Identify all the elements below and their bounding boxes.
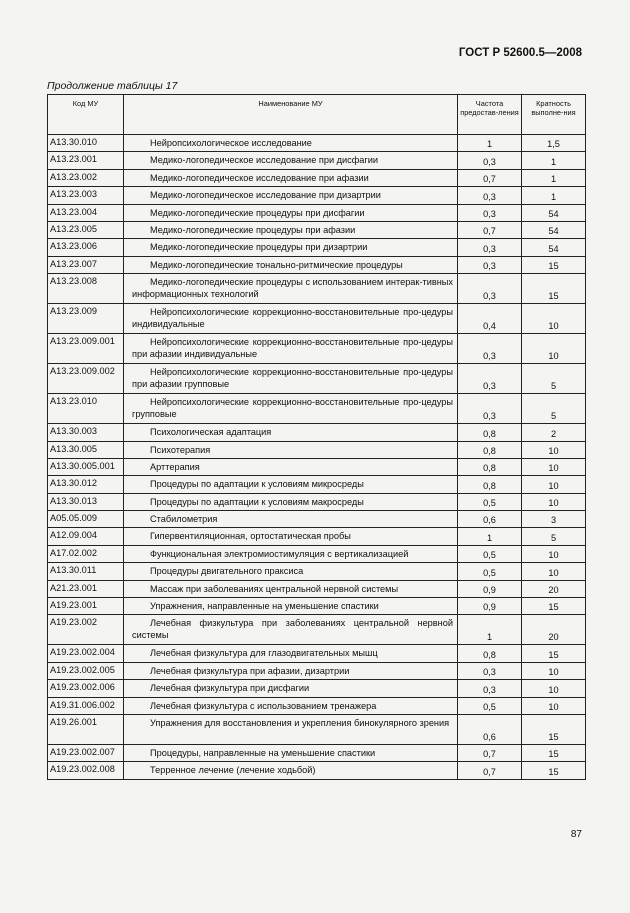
cell-code: A13.23.009 bbox=[48, 304, 124, 334]
cell-multiplicity: 5 bbox=[522, 364, 586, 394]
cell-code: A13.23.005 bbox=[48, 221, 124, 238]
table-continuation-caption: Продолжение таблицы 17 bbox=[47, 80, 178, 92]
service-name-text: Массаж при заболеваниях центральной нервной системы bbox=[150, 583, 399, 594]
cell-frequency: 0,7 bbox=[458, 221, 522, 238]
cell-code: A17.02.002 bbox=[48, 545, 124, 562]
cell-code: A05.05.009 bbox=[48, 511, 124, 528]
table-row bbox=[48, 545, 586, 562]
cell-multiplicity: 1,5 bbox=[522, 135, 586, 152]
cell-multiplicity: 15 bbox=[522, 256, 586, 273]
cell-multiplicity: 10 bbox=[522, 458, 586, 475]
column-header-multiplicity: Кратность выполне-ния bbox=[522, 95, 586, 135]
cell-multiplicity: 10 bbox=[522, 493, 586, 510]
cell-multiplicity: 54 bbox=[522, 204, 586, 221]
service-name-text: Упражнения, направленные на уменьшение спастики bbox=[150, 601, 379, 612]
cell-frequency: 0,5 bbox=[458, 493, 522, 510]
service-name-text: Процедуры двигательного праксиса bbox=[150, 566, 304, 577]
table-row bbox=[48, 458, 586, 475]
cell-name bbox=[124, 256, 458, 273]
cell-code: A13.30.010 bbox=[48, 135, 124, 152]
cell-code: A13.23.007 bbox=[48, 256, 124, 273]
cell-frequency: 0,3 bbox=[458, 274, 522, 304]
table-row bbox=[48, 441, 586, 458]
cell-frequency: 0,8 bbox=[458, 476, 522, 493]
cell-name bbox=[124, 135, 458, 152]
cell-name bbox=[124, 598, 458, 615]
cell-multiplicity: 10 bbox=[522, 545, 586, 562]
cell-code: A13.23.006 bbox=[48, 239, 124, 256]
table-row bbox=[48, 714, 586, 744]
cell-code: A13.30.012 bbox=[48, 476, 124, 493]
table-row bbox=[48, 680, 586, 697]
cell-name bbox=[124, 528, 458, 545]
service-name-text: Психотерапия bbox=[150, 444, 211, 455]
column-header-code: Код МУ bbox=[48, 95, 124, 135]
cell-frequency: 0,6 bbox=[458, 714, 522, 744]
cell-code: A12.09.004 bbox=[48, 528, 124, 545]
cell-frequency: 0,7 bbox=[458, 744, 522, 761]
table-row bbox=[48, 394, 586, 424]
table-row bbox=[48, 744, 586, 761]
cell-code: A13.23.004 bbox=[48, 204, 124, 221]
cell-code: A13.23.003 bbox=[48, 187, 124, 204]
table-row bbox=[48, 304, 586, 334]
cell-code: A19.26.001 bbox=[48, 714, 124, 744]
service-name-text: Лечебная физкультура для глазодвигательных мышц bbox=[150, 648, 378, 659]
cell-frequency: 0,7 bbox=[458, 762, 522, 779]
cell-multiplicity: 10 bbox=[522, 680, 586, 697]
cell-frequency: 0,3 bbox=[458, 662, 522, 679]
cell-multiplicity: 10 bbox=[522, 563, 586, 580]
table-row bbox=[48, 511, 586, 528]
cell-name bbox=[124, 187, 458, 204]
service-name-text: Медико-логопедические процедуры с использованием интерак-тивных информационных технологий bbox=[132, 277, 453, 300]
cell-multiplicity: 10 bbox=[522, 476, 586, 493]
service-name-text: Процедуры, направленные на уменьшение спастики bbox=[150, 747, 376, 758]
cell-name bbox=[124, 662, 458, 679]
cell-code: A19.31.006.002 bbox=[48, 697, 124, 714]
cell-name bbox=[124, 563, 458, 580]
cell-name bbox=[124, 458, 458, 475]
cell-code: A19.23.002.007 bbox=[48, 744, 124, 761]
service-name-text: Медико-логопедические процедуры при дисфагии bbox=[150, 207, 365, 218]
cell-name bbox=[124, 334, 458, 364]
cell-multiplicity: 10 bbox=[522, 697, 586, 714]
table-row bbox=[48, 615, 586, 645]
cell-multiplicity: 10 bbox=[522, 441, 586, 458]
cell-name bbox=[124, 615, 458, 645]
cell-name bbox=[124, 152, 458, 169]
cell-code: A19.23.001 bbox=[48, 598, 124, 615]
cell-multiplicity: 15 bbox=[522, 598, 586, 615]
cell-frequency: 0,9 bbox=[458, 580, 522, 597]
cell-multiplicity: 15 bbox=[522, 744, 586, 761]
table-row bbox=[48, 580, 586, 597]
table-row bbox=[48, 563, 586, 580]
cell-frequency: 1 bbox=[458, 615, 522, 645]
cell-name bbox=[124, 645, 458, 662]
table-row bbox=[48, 662, 586, 679]
service-name-text: Процедуры по адаптации к условиям микросреды bbox=[150, 479, 364, 490]
cell-frequency: 0,3 bbox=[458, 204, 522, 221]
cell-name bbox=[124, 274, 458, 304]
document-code: ГОСТ Р 52600.5—2008 bbox=[458, 47, 582, 59]
cell-frequency: 0,3 bbox=[458, 152, 522, 169]
cell-multiplicity: 10 bbox=[522, 334, 586, 364]
cell-multiplicity: 1 bbox=[522, 169, 586, 186]
cell-name bbox=[124, 744, 458, 761]
service-name-text: Нейропсихологические коррекционно-восстановительные про-цедуры групповые bbox=[132, 397, 453, 420]
cell-name bbox=[124, 239, 458, 256]
service-name-text: Медико-логопедические тонально-ритмические процедуры bbox=[150, 259, 403, 270]
cell-multiplicity: 20 bbox=[522, 615, 586, 645]
service-name-text: Медико-логопедическое исследование при дисфагии bbox=[150, 155, 378, 166]
cell-code: A19.23.002 bbox=[48, 615, 124, 645]
table-row bbox=[48, 135, 586, 152]
cell-multiplicity: 1 bbox=[522, 187, 586, 204]
cell-code: A13.23.009.002 bbox=[48, 364, 124, 394]
service-name-text: Медико-логопедические процедуры при дизартрии bbox=[150, 242, 368, 253]
cell-name bbox=[124, 364, 458, 394]
cell-multiplicity: 15 bbox=[522, 762, 586, 779]
service-name-text: Нейропсихологические коррекционно-восстановительные про-цедуры при афазии индивидуальные bbox=[132, 337, 453, 360]
cell-code: A13.30.005 bbox=[48, 441, 124, 458]
cell-code: A13.23.002 bbox=[48, 169, 124, 186]
cell-code: A13.30.013 bbox=[48, 493, 124, 510]
cell-code: A13.30.005.001 bbox=[48, 458, 124, 475]
cell-frequency: 0,4 bbox=[458, 304, 522, 334]
cell-multiplicity: 15 bbox=[522, 645, 586, 662]
cell-frequency: 0,3 bbox=[458, 364, 522, 394]
cell-code: A19.23.002.005 bbox=[48, 662, 124, 679]
column-header-frequency: Частота предостав-ления bbox=[458, 95, 522, 135]
service-name-text: Медико-логопедические процедуры при афазии bbox=[150, 224, 356, 235]
cell-frequency: 0,5 bbox=[458, 545, 522, 562]
table-row bbox=[48, 334, 586, 364]
cell-name bbox=[124, 680, 458, 697]
cell-name bbox=[124, 169, 458, 186]
cell-frequency: 1 bbox=[458, 135, 522, 152]
cell-frequency: 1 bbox=[458, 528, 522, 545]
cell-name bbox=[124, 221, 458, 238]
table-row bbox=[48, 169, 586, 186]
table-row bbox=[48, 204, 586, 221]
column-header-name: Наименование МУ bbox=[124, 95, 458, 135]
table-row bbox=[48, 274, 586, 304]
service-name-text: Арттерапия bbox=[150, 461, 200, 472]
cell-code: A13.30.011 bbox=[48, 563, 124, 580]
service-name-text: Лечебная физкультура с использованием тренажера bbox=[150, 700, 377, 711]
cell-frequency: 0,3 bbox=[458, 334, 522, 364]
service-name-text: Гипервентиляционная, ортостатическая пробы bbox=[150, 531, 351, 542]
table-row bbox=[48, 762, 586, 779]
service-name-text: Стабилометрия bbox=[150, 514, 218, 525]
cell-frequency: 0,3 bbox=[458, 394, 522, 424]
cell-frequency: 0,7 bbox=[458, 169, 522, 186]
service-name-text: Лечебная физкультура при дисфагии bbox=[150, 683, 310, 694]
table-row bbox=[48, 187, 586, 204]
cell-name bbox=[124, 493, 458, 510]
cell-code: A19.23.002.008 bbox=[48, 762, 124, 779]
cell-multiplicity: 15 bbox=[522, 274, 586, 304]
service-name-text: Медико-логопедическое исследование при дизартрии bbox=[150, 190, 381, 201]
services-table bbox=[47, 94, 586, 780]
cell-name bbox=[124, 441, 458, 458]
cell-name bbox=[124, 762, 458, 779]
cell-frequency: 0,8 bbox=[458, 424, 522, 441]
table-row bbox=[48, 256, 586, 273]
cell-multiplicity: 3 bbox=[522, 511, 586, 528]
cell-name bbox=[124, 304, 458, 334]
service-name-text: Психологическая адаптация bbox=[150, 427, 272, 438]
cell-multiplicity: 5 bbox=[522, 394, 586, 424]
table-row bbox=[48, 598, 586, 615]
cell-frequency: 0,5 bbox=[458, 563, 522, 580]
cell-code: A13.23.009.001 bbox=[48, 334, 124, 364]
cell-name bbox=[124, 204, 458, 221]
table-row bbox=[48, 493, 586, 510]
cell-frequency: 0,3 bbox=[458, 256, 522, 273]
cell-name bbox=[124, 476, 458, 493]
cell-frequency: 0,9 bbox=[458, 598, 522, 615]
cell-multiplicity: 10 bbox=[522, 662, 586, 679]
cell-multiplicity: 2 bbox=[522, 424, 586, 441]
cell-frequency: 0,8 bbox=[458, 458, 522, 475]
cell-frequency: 0,3 bbox=[458, 187, 522, 204]
cell-code: A13.23.008 bbox=[48, 274, 124, 304]
table-row bbox=[48, 528, 586, 545]
cell-multiplicity: 5 bbox=[522, 528, 586, 545]
cell-frequency: 0,8 bbox=[458, 441, 522, 458]
cell-name bbox=[124, 424, 458, 441]
service-name-text: Функциональная электромиостимуляция с вертикализацией bbox=[150, 548, 409, 559]
cell-multiplicity: 10 bbox=[522, 304, 586, 334]
service-name-text: Упражнения для восстановления и укрепления бинокулярного зрения bbox=[150, 717, 450, 728]
cell-name bbox=[124, 697, 458, 714]
table-row bbox=[48, 645, 586, 662]
service-name-text: Терренное лечение (лечение ходьбой) bbox=[150, 765, 316, 776]
service-name-text: Нейропсихологические коррекционно-восстановительные про-цедуры индивидуальные bbox=[132, 307, 453, 330]
service-name-text: Лечебная физкультура при заболеваниях центральной нервной системы bbox=[132, 618, 453, 641]
cell-name bbox=[124, 511, 458, 528]
cell-name bbox=[124, 580, 458, 597]
service-name-text: Медико-логопедическое исследование при афазии bbox=[150, 172, 369, 183]
table-row bbox=[48, 221, 586, 238]
cell-frequency: 0,6 bbox=[458, 511, 522, 528]
cell-frequency: 0,5 bbox=[458, 697, 522, 714]
cell-frequency: 0,3 bbox=[458, 239, 522, 256]
table-row bbox=[48, 476, 586, 493]
cell-multiplicity: 1 bbox=[522, 152, 586, 169]
cell-multiplicity: 54 bbox=[522, 221, 586, 238]
table-row bbox=[48, 239, 586, 256]
table-row bbox=[48, 424, 586, 441]
cell-code: A19.23.002.004 bbox=[48, 645, 124, 662]
table-row bbox=[48, 152, 586, 169]
table-row bbox=[48, 364, 586, 394]
cell-frequency: 0,3 bbox=[458, 680, 522, 697]
service-name-text: Нейропсихологическое исследование bbox=[150, 138, 312, 148]
table-row bbox=[48, 697, 586, 714]
cell-name bbox=[124, 714, 458, 744]
page-number: 87 bbox=[570, 829, 582, 840]
service-name-text: Лечебная физкультура при афазии, дизартрии bbox=[150, 665, 350, 676]
cell-multiplicity: 15 bbox=[522, 714, 586, 744]
cell-name bbox=[124, 545, 458, 562]
cell-frequency: 0,8 bbox=[458, 645, 522, 662]
cell-code: A13.23.010 bbox=[48, 394, 124, 424]
cell-code: A13.30.003 bbox=[48, 424, 124, 441]
service-name-text: Нейропсихологические коррекционно-восстановительные про-цедуры при афазии групповые bbox=[132, 367, 453, 390]
cell-multiplicity: 20 bbox=[522, 580, 586, 597]
cell-code: A21.23.001 bbox=[48, 580, 124, 597]
cell-multiplicity: 54 bbox=[522, 239, 586, 256]
cell-name bbox=[124, 394, 458, 424]
cell-code: A13.23.001 bbox=[48, 152, 124, 169]
service-name-text: Процедуры по адаптации к условиям макросреды bbox=[150, 496, 364, 507]
cell-code: A19.23.002.006 bbox=[48, 680, 124, 697]
